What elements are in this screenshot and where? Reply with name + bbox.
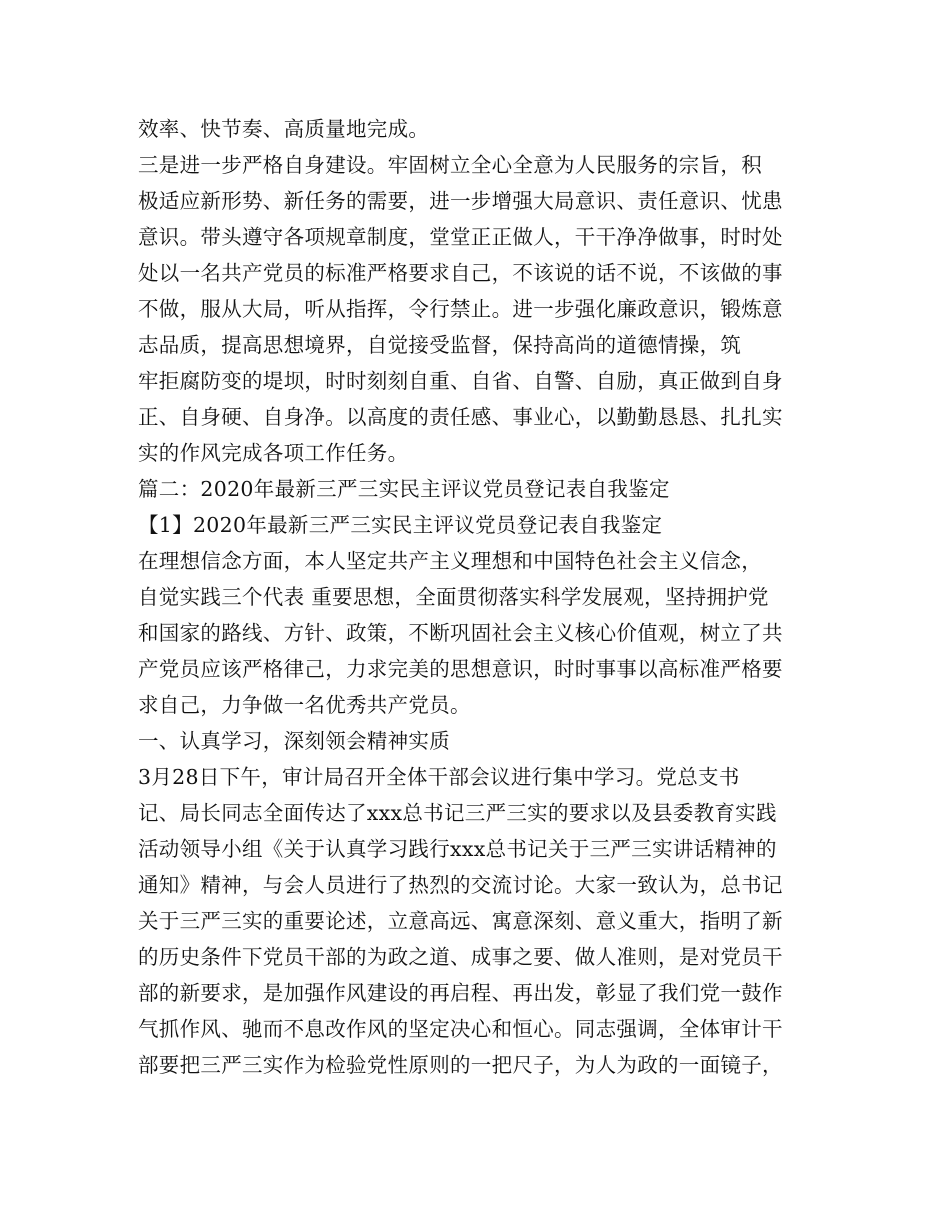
text-line: 活动领导小组《关于认真学习践行xxx总书记关于三严三实讲话精神的 [138, 837, 777, 861]
text-line: 极适应新形势、新任务的需要，进一步增强大局意识、责任意识、忧患 [138, 189, 783, 213]
text-line: 和国家的路线、方针、政策，不断巩固社会主义核心价值观，树立了共 [138, 621, 783, 645]
section-heading: 篇二：2020年最新三严三实民主评议党员登记表自我鉴定 [138, 477, 670, 501]
text-line: 部的新要求，是加强作风建设的再启程、再出发，彰显了我们党一鼓作 [138, 981, 783, 1005]
text-line: 实的作风完成各项工作任务。 [138, 441, 409, 465]
text-line: 意识。带头遵守各项规章制度，堂堂正正做人，干干净净做事，时时处 [138, 225, 783, 249]
text-line: 不做，服从大局，听从指挥，令行禁止。进一步强化廉政意识，锻炼意 [138, 297, 783, 321]
text-line: 记、局长同志全面传达了xxx总书记三严三实的要求以及县委教育实践 [138, 801, 777, 825]
text-line: 部要把三严三实作为检验党性原则的一把尺子，为人为政的一面镜子， [138, 1053, 783, 1077]
text-line: 在理想信念方面，本人坚定共产主义理想和中国特色社会主义信念， [138, 549, 762, 573]
text-line: 的历史条件下党员干部的为政之道、成事之要、做人准则，是对党员干 [138, 945, 783, 969]
text-line: 处以一名共产党员的标准严格要求自己，不该说的话不说，不该做的事 [138, 261, 783, 285]
text-line: 自觉实践三个代表 重要思想，全面贯彻落实科学发展观，坚持拥护党 [138, 585, 769, 609]
text-line: 气抓作风、驰而不息改作风的坚定决心和恒心。同志强调，全体审计干 [138, 1017, 783, 1041]
subsection-heading: 【1】2020年最新三严三实民主评议党员登记表自我鉴定 [138, 513, 663, 537]
text-line: 牢拒腐防变的堤坝，时时刻刻自重、自省、自警、自励，真正做到自身 [138, 369, 783, 393]
text-line: 志品质，提高思想境界，自觉接受监督，保持高尚的道德情操，筑 [138, 333, 742, 357]
item-heading: 一、认真学习，深刻领会精神实质 [138, 729, 450, 753]
text-line: 关于三严三实的重要论述，立意高远、寓意深刻、意义重大，指明了新 [138, 909, 783, 933]
text-line: 3月28日下午，审计局召开全体干部会议进行集中学习。党总支书 [138, 765, 740, 789]
text-line: 求自己，力争做一名优秀共产党员。 [138, 693, 471, 717]
text-line: 通知》精神，与会人员进行了热烈的交流讨论。大家一致认为，总书记 [138, 873, 783, 897]
text-line: 产党员应该严格律己，力求完美的思想意识，时时事事以高标准严格要 [138, 657, 783, 681]
text-line: 效率、快节奏、高质量地完成。 [138, 117, 430, 141]
text-line: 三是进一步严格自身建设。牢固树立全心全意为人民服务的宗旨，积 [138, 153, 762, 177]
text-line: 正、自身硬、自身净。以高度的责任感、事业心，以勤勤恳恳、扎扎实 [138, 405, 783, 429]
